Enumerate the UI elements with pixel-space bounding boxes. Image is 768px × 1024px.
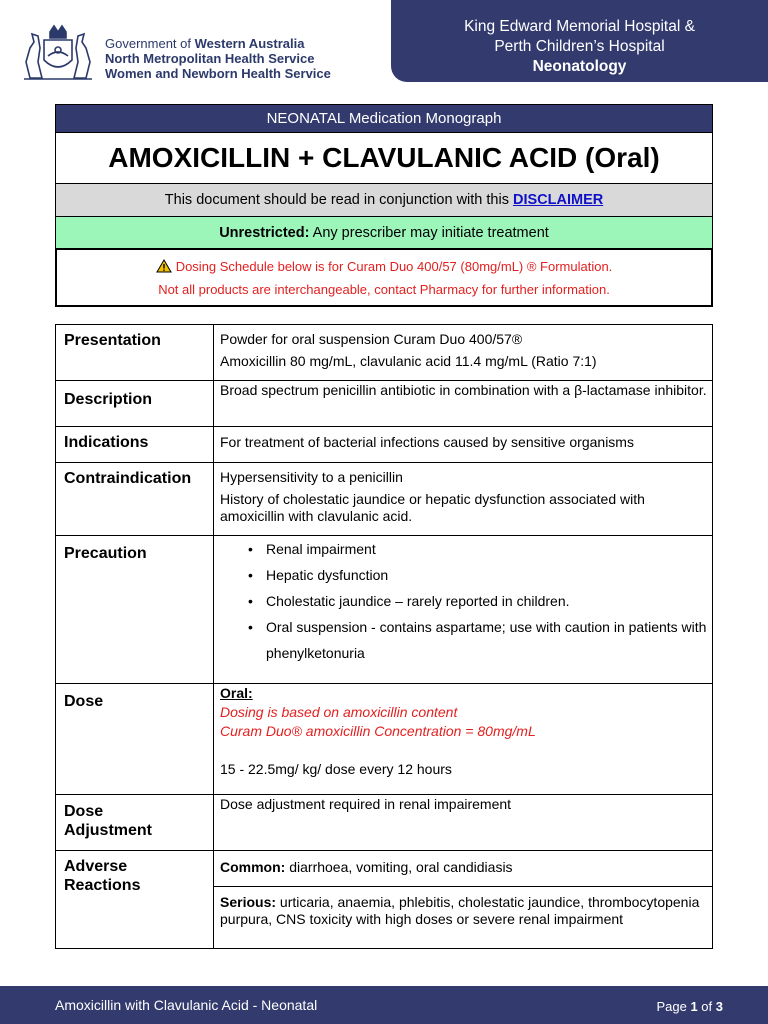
contraindication-line2: History of cholestatic jaundice or hepatic dysfunction associated with amoxicillin with clavulanic acid. xyxy=(220,491,645,524)
warning-line1: Dosing Schedule below is for Curam Duo 400/57 (80mg/mL) ® Formulation. xyxy=(175,259,613,274)
dose-regimen: 15 - 22.5mg/ kg/ dose every 12 hours xyxy=(220,761,452,777)
contraindication-value xyxy=(214,463,713,536)
list-item: • Hepatic dysfunction xyxy=(248,562,712,588)
page-word: Page xyxy=(656,999,687,1014)
adverse-serious-row xyxy=(214,887,712,933)
dose-label: Dose xyxy=(56,684,214,795)
page-indicator xyxy=(656,999,723,1014)
monograph-table xyxy=(55,324,713,949)
dose-note1: Dosing is based on amoxicillin content xyxy=(220,704,458,720)
dose-value xyxy=(214,684,713,795)
adverse-label-line1: Adverse xyxy=(64,858,128,875)
adverse-subtable xyxy=(214,851,712,932)
indications-value: For treatment of bacterial infections caused by sensitive organisms xyxy=(214,427,713,463)
hospital-banner xyxy=(391,0,768,82)
contraindication-label: Contraindication xyxy=(56,463,214,536)
precaution-label: Precaution xyxy=(56,536,214,684)
indications-label: Indications xyxy=(56,427,214,463)
government-line xyxy=(105,36,331,51)
hospital-line2: Perth Children’s Hospital xyxy=(494,38,665,55)
precaution-value xyxy=(214,536,713,684)
service-line1: North Metropolitan Health Service xyxy=(105,51,315,66)
gov-prefix: Government of xyxy=(105,36,191,51)
restriction-label: Unrestricted: xyxy=(219,225,310,241)
list-item: • Oral suspension - contains aspartame; use with caution in patients with phenylketonuria xyxy=(248,614,712,666)
adverse-label-line2: Reactions xyxy=(64,877,141,894)
dose-route: Oral: xyxy=(220,685,253,701)
adverse-common-row xyxy=(214,851,712,887)
adverse-common-label: Common: xyxy=(220,859,286,875)
description-label: Description xyxy=(56,381,214,427)
presentation-line2: Amoxicillin 80 mg/mL, clavulanic acid 11.4 mg/mL (Ratio 7:1) xyxy=(220,353,597,369)
page-total: 3 xyxy=(715,999,723,1014)
footer-title: Amoxicillin with Clavulanic Acid - Neonatal xyxy=(55,997,318,1013)
department-name: Neonatology xyxy=(532,58,627,75)
warning-line2: Not all products are interchangeable, contact Pharmacy for further information. xyxy=(158,282,610,297)
row-adverse-reactions xyxy=(56,851,713,949)
list-item: • Cholestatic jaundice – rarely reported in children. xyxy=(248,588,712,614)
dose-adjustment-label xyxy=(56,795,214,851)
dose-adjustment-label-line1: Dose xyxy=(64,803,104,820)
row-contraindication xyxy=(56,463,713,536)
row-presentation xyxy=(56,325,713,381)
monograph-band: NEONATAL Medication Monograph xyxy=(56,105,712,133)
row-dose xyxy=(56,684,713,795)
list-item: • Renal impairment xyxy=(248,536,712,562)
page-current: 1 xyxy=(690,999,698,1014)
row-description xyxy=(56,381,713,427)
monograph-header xyxy=(55,104,713,250)
adverse-serious-label: Serious: xyxy=(220,894,277,910)
gov-state: Western Australia xyxy=(194,36,305,51)
dose-adjustment-label-line2: Adjustment xyxy=(64,822,152,839)
drug-title: AMOXICILLIN + CLAVULANIC ACID (Oral) xyxy=(56,133,712,184)
restriction-row xyxy=(56,217,712,249)
row-precaution xyxy=(56,536,713,684)
wa-coat-of-arms-icon xyxy=(18,22,98,82)
formulation-warning xyxy=(55,248,713,307)
warning-line1-row xyxy=(57,255,711,278)
adverse-serious-text: urticaria, anaemia, phlebitis, cholestatic jaundice, thrombocytopenia purpura, CNS toxicity with high doses or severe renal impairment xyxy=(220,894,700,927)
adverse-label xyxy=(56,851,214,949)
dose-adjustment-value: Dose adjustment required in renal impairement xyxy=(214,795,713,851)
contraindication-line1: Hypersensitivity to a penicillin xyxy=(220,469,403,485)
description-value: Broad spectrum penicillin antibiotic in combination with a β-lactamase inhibitor. xyxy=(214,381,713,427)
government-logo xyxy=(18,22,358,84)
row-indications xyxy=(56,427,713,463)
precaution-list xyxy=(220,536,712,666)
disclaimer-row xyxy=(56,184,712,217)
hospital-line1: King Edward Memorial Hospital & xyxy=(464,18,695,35)
row-dose-adjustment xyxy=(56,795,713,851)
adverse-value xyxy=(214,851,713,949)
adverse-common-text: diarrhoea, vomiting, oral candidiasis xyxy=(289,859,513,875)
presentation-label: Presentation xyxy=(56,325,214,381)
page-of: of xyxy=(701,999,713,1014)
warning-triangle-icon xyxy=(156,259,172,273)
presentation-value xyxy=(214,325,713,381)
dose-note2: Curam Duo® amoxicillin Concentration = 80mg/mL xyxy=(220,723,536,739)
service-line2: Women and Newborn Health Service xyxy=(105,66,331,81)
disclaimer-text: This document should be read in conjunction with this xyxy=(164,192,509,208)
disclaimer-link[interactable]: DISCLAIMER xyxy=(512,192,604,208)
presentation-line1: Powder for oral suspension Curam Duo 400/57® xyxy=(220,331,523,347)
restriction-text: Any prescriber may initiate treatment xyxy=(312,225,549,241)
page-footer xyxy=(0,986,768,1024)
